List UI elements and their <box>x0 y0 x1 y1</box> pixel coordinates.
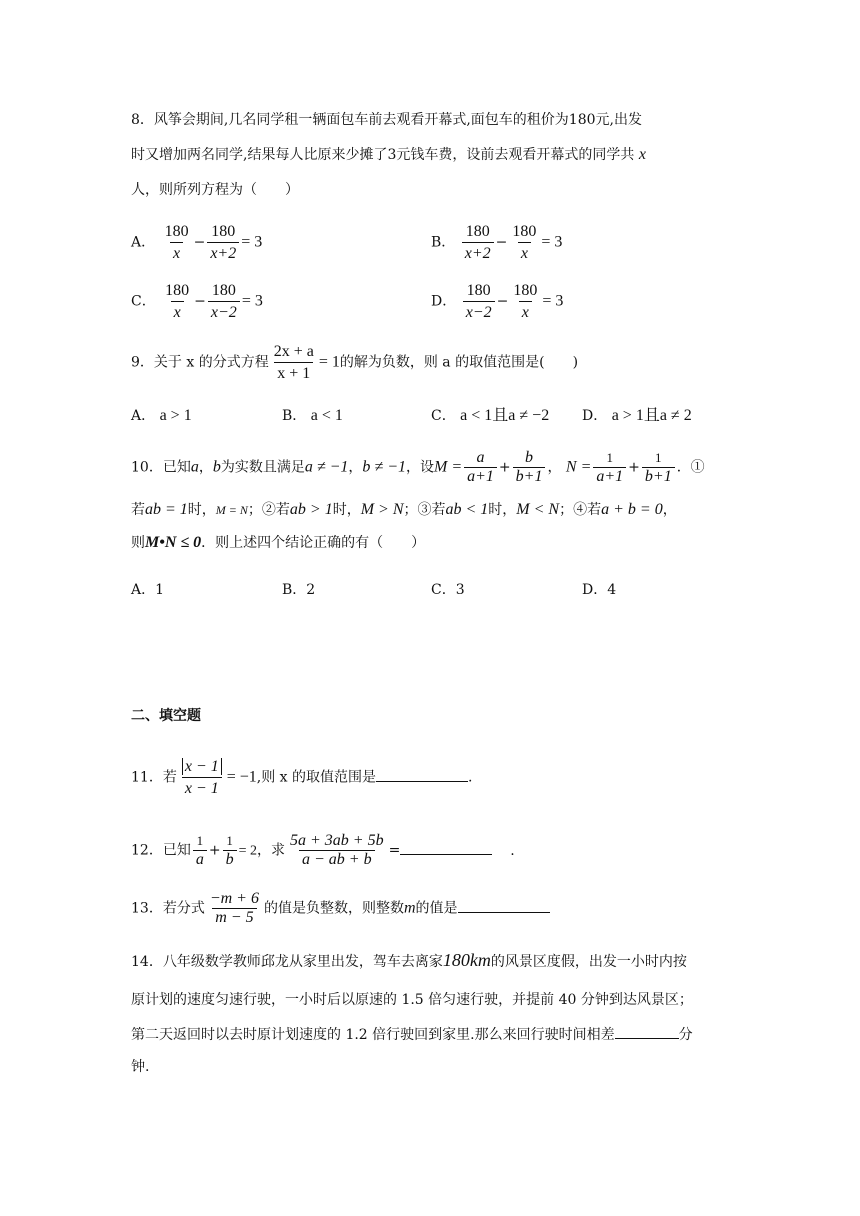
q14-stem-line2: 原计划的速度匀速行驶，一小时后以原速的 1.5 倍匀速行驶，并提前 40 分钟到达风景区； <box>131 992 693 1008</box>
q8-stem-line3: 人，则所列方程为（ ） <box>131 182 299 198</box>
q9-option-a: A． a > 1 <box>131 407 192 424</box>
section-heading-fill-in: 二、填空题 <box>131 708 201 724</box>
q11-stem: 11．若 $\frac{x - 1}{x - 1}$ = −1,则 x 的取值范围是 . <box>131 758 473 797</box>
q13-stem: 13．若分式 $\frac{-m + 6}{m - 5}$ 的值是负整数，则整数m的值是 <box>131 892 550 925</box>
q11-answer-blank[interactable] <box>376 767 468 782</box>
q12-answer-blank[interactable] <box>400 840 492 855</box>
q10-stem-line2: 若ab = 1时，M = N；②若ab > 1时，M > N；③若ab < 1时，M < N；④若a + b = 0， <box>131 501 677 518</box>
q14-stem-line1: 14．八年级数学教师邱龙从家里出发，驾车去离家180km的风景区度假，出发一小时内按 <box>131 950 687 970</box>
q10-stem-line1: 10．已知a，b为实数且满足a ≠ −1，b ≠ −1，设M = $\frac{a}{a+1}$ + $\frac{b}{b+1}$ ， N = $\frac{1}{a+1}$ + $\frac{1}{b+1}$ ．① <box>131 449 705 485</box>
q10-stem-line3: 则M•N ≤ 0．则上述四个结论正确的有（ ） <box>131 534 426 551</box>
q10-option-b: B．2 <box>282 582 316 598</box>
q14-answer-blank[interactable] <box>615 1024 679 1039</box>
q8-option-a: A． $\frac{180}{x}$ − $\frac{180}{x+2}$ = 3 <box>131 223 263 262</box>
q9-option-b: B． a < 1 <box>282 407 343 424</box>
q8-option-c: C． $\frac{180}{x}$ − $\frac{180}{x-2}$ = 3 <box>131 282 263 321</box>
q14-stem-line3: 第二天返回时以去时原计划速度的 1.2 倍行驶回到家里.那么来回行驶时间相差 分 <box>131 1024 693 1045</box>
q9-option-d: D． a > 1且a ≠ 2 <box>582 407 692 424</box>
q9-option-c: C． a < 1且a ≠ −2 <box>431 407 550 424</box>
q10-option-a: A．1 <box>131 582 165 598</box>
q8-stem-line1: 8．风筝会期间,几名同学租一辆面包车前去观看开幕式,面包车的租价为180元,出发 <box>131 112 642 128</box>
q13-answer-blank[interactable] <box>458 898 550 913</box>
q8-stem-line2: 时又增加两名同学,结果每人比原来少摊了3元钱车费，设前去观看开幕式的同学共 x <box>131 146 646 163</box>
q12-stem: 12．已知 $\frac{1}{a}$ + $\frac{1}{b}$ = 2，求 $\frac{5a + 3ab + 5b}{a - ab + b}$ = . <box>131 832 515 868</box>
q8-option-d: D． $\frac{180}{x-2}$ − $\frac{180}{x}$ = 3 <box>431 282 564 321</box>
q8-option-b: B． $\frac{180}{x+2}$ − $\frac{180}{x}$ = 3 <box>431 223 563 262</box>
q10-option-d: D．4 <box>582 582 617 598</box>
q9-stem: 9．关于 x 的分式方程 $\frac{2x + a}{x + 1}$ = 1的解为负数，则 a 的取值范围是( ) <box>131 343 579 382</box>
q10-option-c: C．3 <box>431 582 465 598</box>
q14-stem-line4: 钟. <box>131 1059 150 1075</box>
